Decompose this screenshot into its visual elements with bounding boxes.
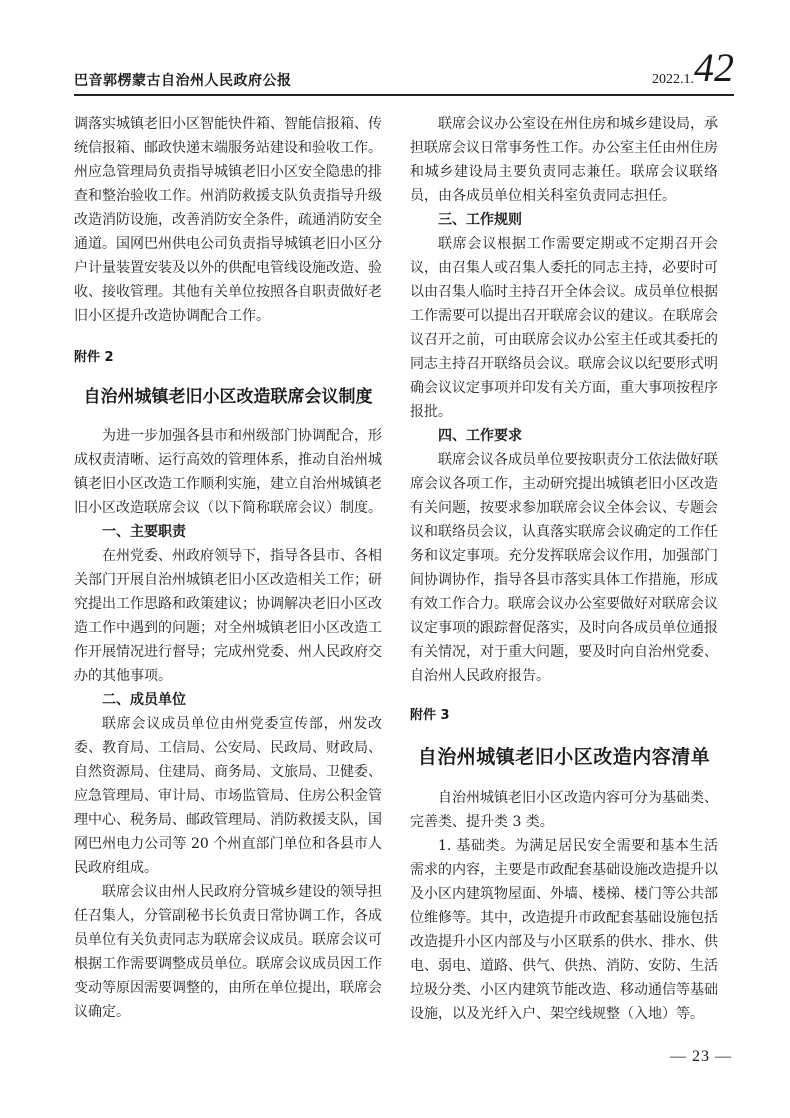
list-item: 1. 基础类。为满足居民安全需要和基本生活需求的内容，主要是市政配套基础设施改造提升以及小区内建筑物屋面、外墙、楼梯、楼门等公共部位维修等。其中，改造提升市政配套基础设施包括改造提升小区内部及与小区联系的供水、排水、供电、弱电、道路、供气、供热、消防、安防、生活垃圾分类、小区内建筑节能改造、移动通信等基础设施，以及光纤入户、架空线规整（入地）等。	[410, 838, 718, 1022]
section-heading: 三、工作规则	[438, 212, 522, 228]
document-title-2: 自治州城镇老旧小区改造联席会议制度	[83, 387, 373, 407]
page-header	[74, 45, 734, 94]
paragraph: 自治州城镇老旧小区改造内容可分为基础类、完善类、提升类 3 类。	[410, 790, 718, 830]
attachment-label-2: 附件 2	[74, 350, 114, 365]
section-heading: 四、工作要求	[438, 428, 522, 444]
section-heading: 一、主要职责	[102, 524, 186, 540]
document-title-3: 自治州城镇老旧小区改造内容清单	[417, 746, 711, 768]
issue-date: 2022.1.	[652, 72, 694, 87]
paragraph: 联席会议根据工作需要定期或不定期召开会议，由召集人或召集人委托的同志主持，必要时可以由召集人临时主持召开全体会议。成员单位根据工作需要可以提出召开联席会议的建议。在联席会议召开之前，可由联席会议办公室主任或其委托的同志主持召开联络员会议。联席会议以纪要形式明确会议议定事项并印发有关方面，重大事项按程序报批。	[410, 236, 718, 420]
paragraph: 联席会议各成员单位要按职责分工依法做好联席会议各项工作，主动研究提出城镇老旧小区改造有关问题，按要求参加联席会议全体会议、专题会议和联络员会议，认真落实联席会议确定的工作任务和议定事项。充分发挥联席会议作用，加强部门间协调协作，指导各县市落实具体工作措施，形成有效工作合力。联席会议办公室要做好对联席会议议定事项的跟踪督促落实，及时向各成员单位通报有关情况，对于重大问题，要及时向自治州党委、自治州人民政府报告。	[410, 452, 718, 684]
left-column	[74, 112, 382, 1024]
paragraph: 在州党委、州政府领导下，指导各县市、各相关部门开展自治州城镇老旧小区改造相关工作；研究提出工作思路和政策建议；协调解决老旧小区改造工作中遇到的问题；对全州城镇老旧小区改造工作开展情况进行督导；完成州党委、州人民政府交办的其他事项。	[74, 548, 382, 684]
paragraph: 联席会议由州人民政府分管城乡建设的领导担任召集人，分管副秘书长负责日常协调工作，各成员单位有关负责同志为联席会议成员。联席会议可根据工作需要调整成员单位。联席会议成员因工作变动等原因需要调整的，由所在单位提出，联席会议确定。	[74, 884, 382, 1020]
section-heading: 二、成员单位	[102, 692, 186, 708]
paragraph: 联席会议办公室设在州住房和城乡建设局，承担联席会议日常事务性工作。办公室主任由州住房和城乡建设局主要负责同志兼任。联席会议联络员，由各成员单位相关科室负责同志担任。	[410, 116, 718, 204]
paragraph: 联席会议成员单位由州党委宣传部，州发改委、教育局、工信局、公安局、民政局、财政局、自然资源局、住建局、商务局、文旅局、卫健委、应急管理局、审计局、市场监管局、住房公积金管理中心、税务局、邮政管理局、消防救援支队，国网巴州电力公司等 20 个州直部门单位和各县市人民政府组成。	[74, 716, 382, 876]
page-number: — 23 —	[670, 1048, 732, 1065]
header-rule	[74, 94, 734, 96]
attachment-label-3: 附件 3	[410, 708, 450, 723]
gazette-title: 巴音郭楞蒙古自治州人民政府公报	[74, 73, 292, 89]
right-column	[410, 112, 718, 1026]
paragraph: 调落实城镇老旧小区智能快件箱、智能信报箱、传统信报箱、邮政快递末端服务站建设和验收工作。州应急管理局负责指导城镇老旧小区安全隐患的排查和整治验收工作。州消防救援支队负责指导升级改造消防设施，改善消防安全条件，疏通消防安全通道。国网巴州供电公司负责指导城镇老旧小区分户计量装置安装及以外的供配电管线设施改造、验收、接收管理。其他有关单位按照各自职责做好老旧小区提升改造协调配合工作。	[74, 116, 382, 324]
issue-number: 42	[694, 45, 734, 90]
paragraph: 为进一步加强各县市和州级部门协调配合，形成权责清晰、运行高效的管理体系，推动自治州城镇老旧小区改造工作顺利实施，建立自治州城镇老旧小区改造联席会议（以下简称联席会议）制度。	[74, 428, 382, 516]
